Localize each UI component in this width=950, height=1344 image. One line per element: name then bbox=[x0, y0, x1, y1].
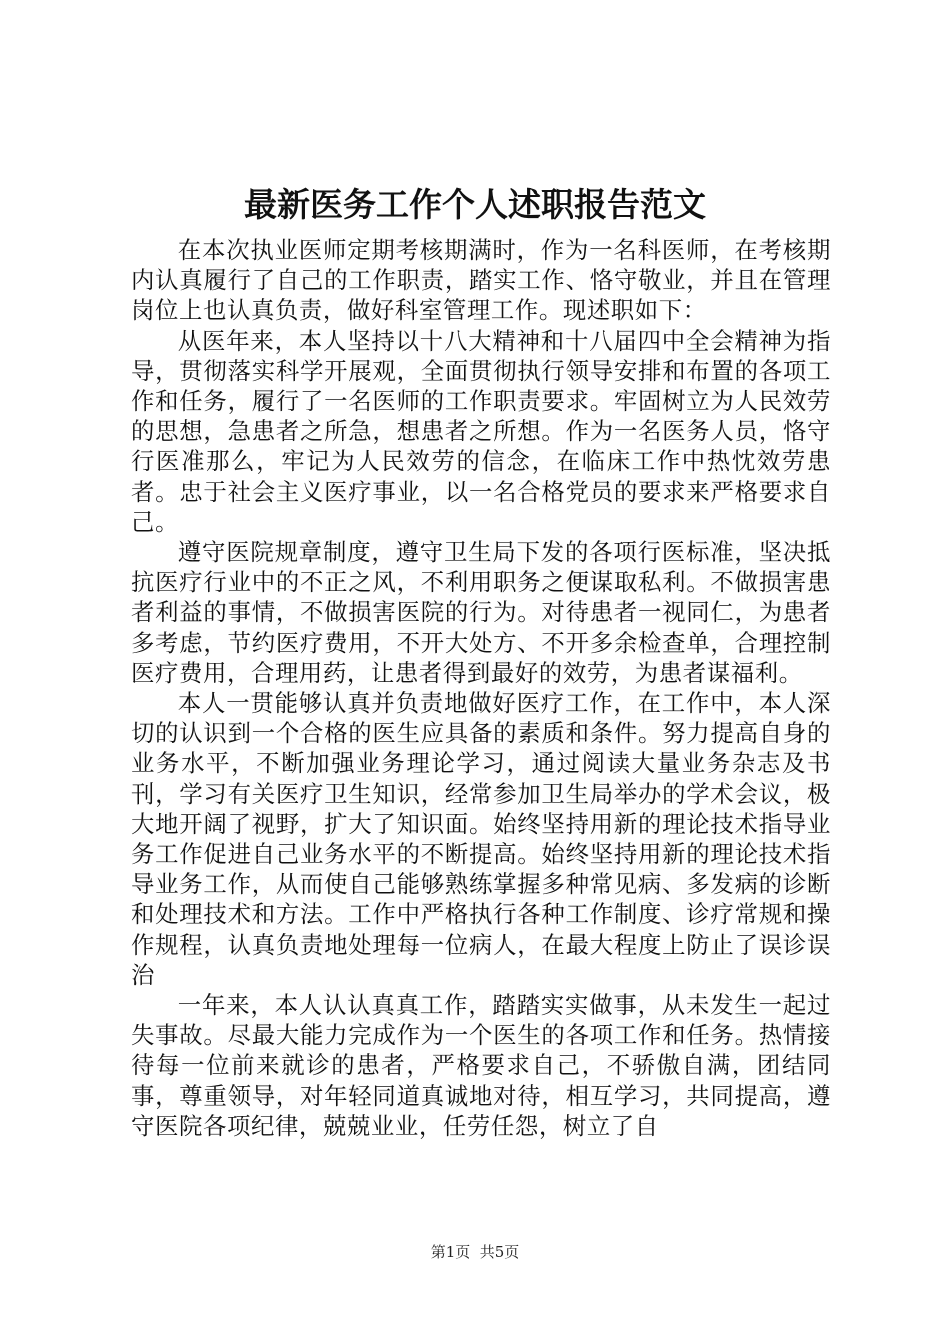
paragraph-intro: 在本次执业医师定期考核期满时，作为一名科医师，在考核期内认真履行了自己的工作职责，踏实工作、恪守敬业，并且在管理岗位上也认真负责，做好科室管理工作。现述职如下： bbox=[131, 236, 831, 325]
paragraph-political-thought: 从医年来，本人坚持以十八大精神和十八届四中全会精神为指导，贯彻落实科学开展观，全面贯彻执行领导安排和布置的各项工作和任务，履行了一名医师的工作职责要求。牢固树立为人民效劳的思想，急患者之所急，想患者之所想。作为一名医务人员，恪守行医准那么，牢记为人民效劳的信念，在临床工作中热忱效劳患者。忠于社会主义医疗事业，以一名合格党员的要求来严格要求自己。 bbox=[131, 326, 831, 536]
paragraph-rules-compliance: 遵守医院规章制度，遵守卫生局下发的各项行医标准，坚决抵抗医疗行业中的不正之风，不利用职务之便谋取私利。不做损害患者利益的事情，不做损害医院的行为。对待患者一视同仁，为患者多考虑，节约医疗费用，不开大处方、不开多余检查单，合理控制医疗费用，合理用药，让患者得到最好的效劳，为患者谋福利。 bbox=[131, 538, 831, 687]
paragraph-year-summary: 一年来，本人认认真真工作，踏踏实实做事，从未发生一起过失事故。尽最大能力完成作为一个医生的各项工作和任务。热情接待每一位前来就诊的患者，严格要求自己，不骄傲自满，团结同事，尊重领导，对年轻同道真诚地对待，相互学习，共同提高，遵守医院各项纪律，兢兢业业，任劳任怨，树立了自 bbox=[131, 991, 831, 1140]
document-body bbox=[131, 235, 831, 1141]
paragraph-professional-work: 本人一贯能够认真并负责地做好医疗工作，在工作中，本人深切的认识到一个合格的医生应具备的素质和条件。努力提高自身的业务水平，不断加强业务理论学习，通过阅读大量业务杂志及书刊，学习有关医疗卫生知识，经常参加卫生局举办的学术会议，极大地开阔了视野，扩大了知识面。始终坚持用新的理论技术指导业务工作促进自己业务水平的不断提高。始终坚持用新的理论技术指导业务工作，从而使自己能够熟练掌握多种常见病、多发病的诊断和处理技术和方法。工作中严格执行各种工作制度、诊疗常规和操作规程，认真负责地处理每一位病人，在最大程度上防止了误诊误治 bbox=[131, 689, 831, 989]
document-title: 最新医务工作个人述职报告范文 bbox=[244, 185, 706, 224]
page-footer bbox=[0, 1242, 950, 1262]
page-number-label: 第1页 共5页 bbox=[430, 1243, 520, 1261]
